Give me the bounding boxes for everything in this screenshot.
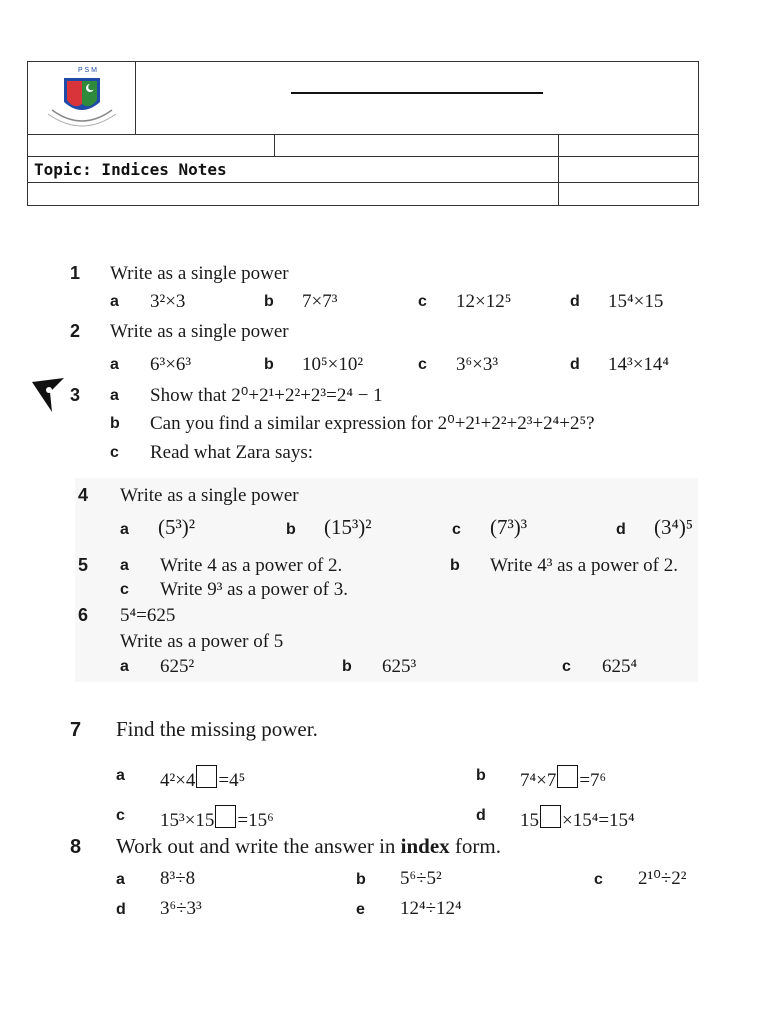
q2-prompt: Write as a single power (110, 321, 289, 342)
q7-label-a: a (116, 767, 125, 784)
q5-text-a: Write 4 as a power of 2. (160, 555, 343, 576)
q7-expr-d: 15 ×15⁴=15⁴ (520, 805, 635, 830)
q8-expr-d: 3⁶÷3³ (160, 898, 202, 919)
q1-label-b: b (264, 293, 274, 310)
q8-number: 8 (70, 836, 82, 858)
q3-label-a: a (110, 387, 119, 404)
q1-label-c: c (418, 293, 427, 310)
q8-prompt-pre: Work out and write the answer in (116, 834, 396, 858)
q7-label-d: d (476, 807, 486, 824)
answer-box[interactable] (196, 765, 217, 788)
q6-expr-c: 625⁴ (602, 656, 638, 677)
q1-expr-d: 15⁴×15 (608, 291, 664, 312)
q1-label-a: a (110, 293, 119, 310)
q4-expr-d: (3⁴)⁵ (654, 515, 694, 539)
cell-divider (274, 134, 275, 156)
q6-label-a: a (120, 658, 129, 675)
q4-prompt: Write as a single power (120, 485, 299, 506)
q8-label-b: b (356, 871, 366, 888)
q3-label-c: c (110, 444, 119, 461)
q8-expr-b: 5⁶÷5² (400, 868, 442, 889)
title-underline (291, 92, 543, 94)
q8-label-c: c (594, 871, 603, 888)
q3-label-b: b (110, 415, 120, 432)
q1-prompt: Write as a single power (110, 263, 289, 284)
q8-prompt-post: form. (454, 834, 501, 858)
q3-text-c: Read what Zara says: (150, 442, 314, 463)
row-divider-1 (28, 134, 698, 135)
q4-label-b: b (286, 521, 296, 538)
q3-text-a: Show that 2⁰+2¹+2²+2³=2⁴ − 1 (150, 385, 383, 406)
q2-number: 2 (70, 321, 81, 341)
q4-label-d: d (616, 521, 626, 538)
school-logo (30, 64, 134, 134)
q5-text-c: Write 9³ as a power of 3. (160, 579, 349, 600)
topic-title: Topic: Indices Notes (34, 160, 227, 179)
q6-given: 5⁴=625 (120, 605, 176, 626)
q6-prompt: Write as a power of 5 (120, 631, 284, 652)
q4-expr-b: (15³)² (324, 515, 372, 539)
q6-expr-a: 625² (160, 656, 195, 677)
q2-expr-a: 6³×6³ (150, 354, 192, 375)
q4-label-a: a (120, 521, 129, 538)
q4-expr-c: (7³)³ (490, 515, 528, 539)
q2-label-d: d (570, 356, 580, 373)
q8-label-a: a (116, 871, 125, 888)
q7-number: 7 (70, 719, 82, 741)
q5-label-a: a (120, 557, 129, 574)
q7-label-b: b (476, 767, 486, 784)
q1-label-d: d (570, 293, 580, 310)
q1-expr-c: 12×12⁵ (456, 291, 512, 312)
q3-text-b: Can you find a similar expression for 2⁰+2¹+2²+2³+2⁴+2⁵? (150, 413, 595, 434)
q7-expr-c: 15³×15 =15⁶ (160, 805, 274, 830)
q6-label-c: c (562, 658, 571, 675)
answer-box[interactable] (540, 805, 561, 828)
row-divider-3 (28, 182, 698, 183)
q4-expr-a: (5³)² (158, 515, 196, 539)
q1-expr-b: 7×7³ (302, 291, 338, 312)
q7-expr-b: 7⁴×7 =7⁶ (520, 765, 606, 790)
q8-prompt-bold: index (400, 834, 450, 858)
q3-number: 3 (70, 385, 81, 405)
q2-label-c: c (418, 356, 427, 373)
q5-text-b: Write 4³ as a power of 2. (490, 555, 679, 576)
row-divider-2 (28, 156, 698, 157)
q5-number: 5 (78, 555, 89, 575)
q4-label-c: c (452, 521, 461, 538)
q4-number: 4 (78, 485, 89, 505)
q7-label-c: c (116, 807, 125, 824)
logo-cell-divider (135, 62, 136, 134)
q8-expr-a: 8³÷8 (160, 868, 196, 889)
q8-expr-c: 2¹⁰÷2² (638, 868, 687, 889)
q8-label-e: e (356, 901, 365, 918)
q6-number: 6 (78, 605, 89, 625)
q6-label-b: b (342, 658, 352, 675)
header-table (27, 61, 699, 206)
q2-label-a: a (110, 356, 119, 373)
cell-divider (558, 134, 559, 205)
q2-expr-b: 10⁵×10² (302, 354, 364, 375)
q2-label-b: b (264, 356, 274, 373)
q5-label-b: b (450, 557, 460, 574)
q5-label-c: c (120, 581, 129, 598)
answer-box[interactable] (215, 805, 236, 828)
q2-expr-c: 3⁶×3³ (456, 354, 499, 375)
q2-expr-d: 14³×14⁴ (608, 354, 670, 375)
q1-number: 1 (70, 263, 81, 283)
q6-expr-b: 625³ (382, 656, 417, 677)
pointer-cursor-icon (30, 376, 66, 416)
q8-expr-e: 12⁴÷12⁴ (400, 898, 462, 919)
svg-text:P S M: P S M (78, 67, 97, 74)
q8-prompt (116, 836, 501, 857)
q7-prompt: Find the missing power. (116, 717, 318, 741)
answer-box[interactable] (557, 765, 578, 788)
q8-label-d: d (116, 901, 126, 918)
q7-expr-a: 4²×4 =4⁵ (160, 765, 245, 790)
q1-expr-a: 3²×3 (150, 291, 186, 312)
